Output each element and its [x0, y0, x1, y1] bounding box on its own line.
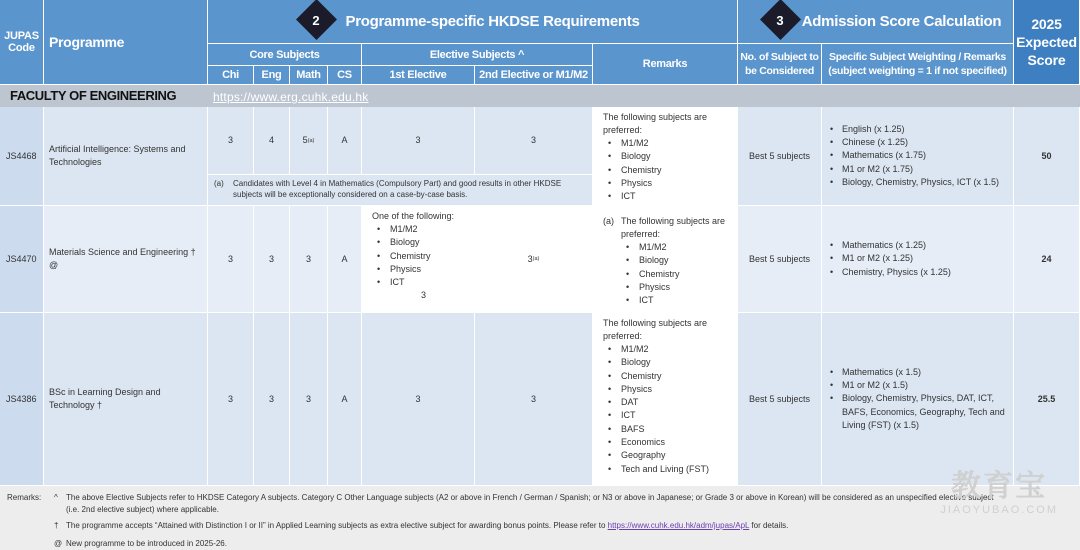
- weighting-item: • Chemistry, Physics (x 1.25): [827, 266, 951, 279]
- header-cs: CS: [328, 66, 362, 85]
- elective-option-item: • Physics: [372, 263, 454, 276]
- remarks-item: • ICT: [621, 294, 737, 307]
- remarks-item: • M1/M2: [603, 343, 737, 356]
- cs-level: A: [328, 206, 362, 313]
- programme-name: BSc in Learning Design and Technology †: [44, 313, 208, 486]
- weighting-item: • Biology, Chemistry, Physics, ICT (x 1.5): [827, 176, 999, 189]
- second-elective-level: 3: [475, 107, 593, 175]
- cs-level: A: [328, 313, 362, 486]
- weighting-item: • Mathematics (x 1.25): [827, 239, 951, 252]
- remarks-list: [603, 137, 737, 203]
- remarks-cell: [593, 107, 738, 206]
- remarks-intro: The following subjects are preferred:: [603, 112, 708, 135]
- cs-level: A: [328, 107, 362, 175]
- chi-level: 3: [208, 313, 254, 486]
- programme-name: Artificial Intelligence: Systems and Technologies: [44, 107, 208, 206]
- chi-level: 3: [208, 107, 254, 175]
- header-subject-weighting: Specific Subject Weighting / Remarks (subject weighting = 1 if not specified): [822, 44, 1014, 85]
- remarks-item: • DAT: [603, 396, 737, 409]
- weighting-cell: [822, 107, 1014, 206]
- expected-score: 24: [1014, 206, 1080, 313]
- remarks-item: • Chemistry: [621, 268, 737, 281]
- header-programme: Programme: [44, 0, 208, 85]
- header-first-elective: 1st Elective: [362, 66, 475, 85]
- elective-options-list: [372, 223, 454, 289]
- elective-level: 3: [421, 290, 427, 301]
- elective-option-item: • M1/M2: [372, 223, 454, 236]
- eng-level: 3: [254, 313, 290, 486]
- footer-note2: [66, 520, 788, 532]
- remarks-intro: The following subjects are preferred:: [621, 216, 726, 239]
- weighting-list: [827, 239, 951, 279]
- footer-apl-link[interactable]: https://www.cuhk.edu.hk/adm/jupas/ApL: [607, 521, 750, 530]
- math-level: 3: [290, 313, 328, 486]
- num-subjects: Best 5 subjects: [738, 313, 822, 486]
- remarks-item: • BAFS: [603, 423, 737, 436]
- remarks-item: • Biology: [603, 356, 737, 369]
- programme-code: JS4470: [0, 206, 44, 313]
- num-subjects: Best 5 subjects: [738, 107, 822, 206]
- chi-level: 3: [208, 206, 254, 313]
- second-elective-level: 3 (a): [475, 206, 593, 313]
- footer-note1-text: The above Elective Subjects refer to HKDSE Category A subjects. Category C Other Language subjects (A2 or above in French / German / Spanish; or N3 or above in Japanese; or Grade 3 or above in Korean) will be considered as an unspecified elective subject: [66, 493, 994, 502]
- remarks-cell: [593, 313, 738, 486]
- requirement-note: [208, 175, 593, 206]
- expected-score: 25.5: [1014, 313, 1080, 486]
- header-remarks: Remarks: [593, 44, 738, 85]
- watermark-chinese: 教育宝: [951, 470, 1048, 503]
- section-3-number: 3: [776, 12, 784, 28]
- section-2-title: Programme-specific HKDSE Requirements: [345, 13, 640, 30]
- remarks-item: • Physics: [621, 281, 737, 294]
- footer-note1-text-cont: (i.e. 2nd elective subject) where applicable.: [66, 505, 219, 514]
- remarks-item: • Biology: [603, 150, 737, 163]
- weighting-item: • Mathematics (x 1.75): [827, 149, 999, 162]
- weighting-item: • English (x 1.25): [827, 123, 999, 136]
- remarks-item: • M1/M2: [603, 137, 737, 150]
- remarks-list: [621, 241, 737, 307]
- weighting-cell: [822, 313, 1014, 486]
- second-elective-level: 3: [475, 313, 593, 486]
- first-elective-options: [362, 206, 475, 313]
- remarks-item: • Economics: [603, 436, 737, 449]
- footer-note3-symbol: @: [54, 539, 63, 548]
- remarks-item: • Chemistry: [603, 370, 737, 383]
- remarks-label: (a): [603, 216, 614, 226]
- section-3-title: Admission Score Calculation: [801, 13, 1002, 30]
- header-math: Math: [290, 66, 328, 85]
- weighting-list: [827, 123, 999, 189]
- weighting-item: • Biology, Chemistry, Physics, DAT, ICT, BAFS, Economics, Geography, Tech and Living (FST) (x 1.5): [827, 392, 1013, 432]
- footer-label: Remarks:: [7, 493, 42, 502]
- remarks-intro: The following subjects are preferred:: [603, 318, 708, 341]
- footer-note2-tail: for details.: [751, 521, 789, 530]
- elective-intro: One of the following:: [372, 211, 455, 221]
- remarks-item: • Physics: [603, 383, 737, 396]
- header-section-2: [208, 0, 738, 44]
- weighting-item: • M1 or M2 (x 1.75): [827, 163, 999, 176]
- eng-level: 3: [254, 206, 290, 313]
- header-expected-score: 2025 Expected Score: [1014, 0, 1080, 85]
- eng-level: 4: [254, 107, 290, 175]
- weighting-list: [827, 366, 1013, 432]
- programme-name: Materials Science and Engineering † @: [44, 206, 208, 313]
- watermark-english: JIAOYUBAO.COM: [940, 504, 1058, 516]
- weighting-item: • M1 or M2 (x 1.5): [827, 379, 1013, 392]
- section-2-number: 2: [312, 12, 320, 28]
- num-subjects: Best 5 subjects: [738, 206, 822, 313]
- elective-option-item: • Biology: [372, 236, 454, 249]
- remarks-item: • ICT: [603, 409, 737, 422]
- footer-note2-symbol: †: [54, 521, 59, 530]
- footer-note1-symbol: ^: [54, 493, 58, 502]
- first-elective-level: 3: [362, 313, 475, 486]
- remarks-item: • M1/M2: [621, 241, 737, 254]
- header-second-elective: 2nd Elective or M1/M2: [475, 66, 593, 85]
- weighting-item: • M1 or M2 (x 1.25): [827, 252, 951, 265]
- remarks-list: [603, 343, 737, 476]
- faculty-name: FACULTY OF ENGINEERING: [10, 88, 177, 103]
- note-label: (a): [214, 179, 224, 188]
- header-core-subjects: Core Subjects: [208, 44, 362, 66]
- elective-option-item: • Chemistry: [372, 250, 454, 263]
- header-num-subjects: No. of Subject to be Considered: [738, 44, 822, 85]
- header-chi: Chi: [208, 66, 254, 85]
- header-jupas-code: JUPAS Code: [0, 0, 44, 85]
- weighting-item: • Chinese (x 1.25): [827, 136, 999, 149]
- weighting-item: • Mathematics (x 1.5): [827, 366, 1013, 379]
- footer-note3-text: New programme to be introduced in 2025-26.: [66, 539, 227, 548]
- remarks-item: • ICT: [603, 190, 737, 203]
- note-text: Candidates with Level 4 in Mathematics (Compulsory Part) and good results in other HKDSE subjects will be exceptionally considered on a case-by-case basis.: [233, 179, 562, 199]
- elective-option-item: • ICT: [372, 276, 454, 289]
- remarks-cell: [593, 206, 738, 313]
- programme-code: JS4468: [0, 107, 44, 206]
- remarks-item: • Tech and Living (FST): [603, 463, 737, 476]
- math-level: 5 (a): [290, 107, 328, 175]
- expected-score: 50: [1014, 107, 1080, 206]
- first-elective-level: 3: [362, 107, 475, 175]
- header-eng: Eng: [254, 66, 290, 85]
- remarks-item: • Geography: [603, 449, 737, 462]
- watermark-logo: [940, 470, 1058, 516]
- programme-code: JS4386: [0, 313, 44, 486]
- remarks-item: • Chemistry: [603, 164, 737, 177]
- faculty-url-link[interactable]: https://www.erg.cuhk.edu.hk: [213, 90, 369, 104]
- math-level: 3: [290, 206, 328, 313]
- remarks-item: • Biology: [621, 254, 737, 267]
- footer-note2-text: The programme accepts “Attained with Distinction I or II” in Applied Learning subjects as extra elective subject for awarding bonus points. Please refer to: [66, 521, 606, 530]
- header-elective-subjects: Elective Subjects ^: [362, 44, 593, 66]
- weighting-cell: [822, 206, 1014, 313]
- remarks-item: • Physics: [603, 177, 737, 190]
